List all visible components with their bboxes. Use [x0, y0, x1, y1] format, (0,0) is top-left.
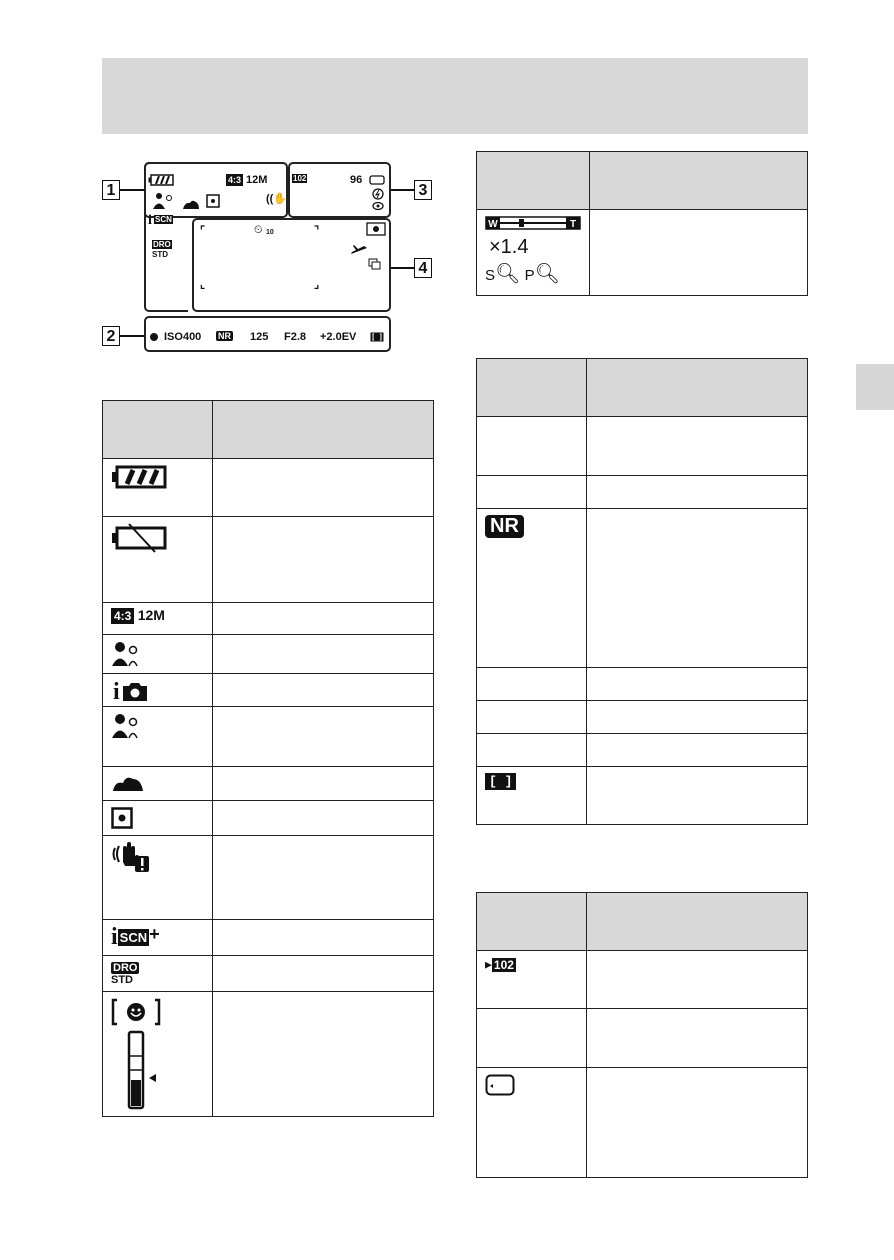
battery-empty-icon [111, 523, 167, 553]
dro-top-label: DRO [113, 962, 138, 974]
callout-4: 4 [414, 258, 432, 278]
battery-full-icon [111, 465, 167, 489]
zoom-t-label: T [569, 219, 577, 230]
aperture-value: F2.8 [284, 331, 307, 343]
callout-2: 2 [102, 326, 120, 346]
precision-zoom-label: P [524, 267, 535, 284]
table-area-2 [476, 358, 808, 825]
table-row [103, 956, 434, 992]
camera-shake-warning-icon: ((✋ [266, 193, 288, 205]
section-title-band [102, 58, 808, 134]
shutter-speed: 125 [250, 331, 269, 343]
self-timer-icon: ⏲ [254, 224, 263, 236]
table-row [103, 674, 434, 707]
superior-auto-icon: i [148, 213, 152, 228]
red-eye-icon [372, 201, 384, 211]
af-corner-tl: ⌜ [200, 225, 206, 237]
table-header [477, 893, 808, 951]
smile-detection-sensitivity-icon [111, 998, 161, 1110]
flight-icon [350, 244, 368, 256]
spot-metering-icon [206, 194, 220, 208]
af-corner-bl: ⌞ [200, 279, 206, 291]
lcd-area-4 [192, 218, 391, 312]
zoom-type-icons [485, 261, 581, 286]
table-row [477, 668, 808, 701]
table-row [477, 734, 808, 767]
burst-mode-icon [368, 258, 382, 270]
spot-metering-icon [111, 807, 133, 829]
table-row [103, 992, 434, 1117]
table-row [103, 459, 434, 517]
flash-mode-icon [372, 188, 384, 200]
chapter-side-tab [856, 364, 894, 410]
callout-3: 3 [414, 180, 432, 200]
af-frame-icon [370, 332, 384, 342]
noise-reduction-icon: NR [485, 515, 524, 538]
table-row [103, 603, 434, 635]
scene-recognition-icon [111, 713, 141, 739]
table-row [477, 1009, 808, 1068]
folder-arrow-icon: ▶ [485, 959, 492, 970]
callout-1-leader [120, 189, 144, 191]
aspect-ratio-icon: 4:3 [111, 608, 134, 624]
callout-3-leader [391, 189, 414, 191]
smart-zoom-icon: 🔍︎ [495, 263, 521, 285]
scene-label: SCN [119, 930, 148, 945]
table-area-3 [476, 892, 808, 1178]
table-row [103, 801, 434, 836]
af-corner-br: ⌟ [314, 279, 320, 291]
table-row [477, 509, 808, 668]
callout-2-leader [120, 335, 144, 337]
table-row [103, 517, 434, 603]
table-row [103, 767, 434, 801]
table-row [477, 767, 808, 825]
smile-shutter-icon [111, 641, 141, 667]
internal-memory-icon [485, 1074, 515, 1096]
table-row [477, 476, 808, 509]
table-header [103, 401, 434, 459]
table-row [103, 635, 434, 674]
battery-full-icon [148, 174, 174, 186]
image-size-label: 12M [137, 607, 165, 623]
plus-icon: + [149, 924, 160, 944]
smile-detection-icon [366, 222, 386, 236]
zoom-w-label: W [488, 219, 498, 230]
lcd-diagram [102, 160, 432, 360]
scene-label: SCN [155, 215, 172, 224]
superior-auto-icon: i [111, 924, 118, 950]
internal-memory-icon [369, 175, 385, 185]
image-size-label: 12M [246, 174, 268, 186]
table-header [477, 359, 808, 417]
af-corner-tr: ⌝ [314, 225, 320, 237]
self-timer-seconds: 10 [266, 229, 274, 236]
dro-bottom-label: STD [111, 974, 133, 986]
smile-shutter-icon [152, 192, 174, 210]
shots-remaining: 96 [350, 174, 363, 186]
iso-value: ISO400 [164, 331, 202, 343]
dro-top-label: DRO [153, 240, 171, 249]
svg-text:i: i [113, 679, 120, 702]
zoom-factor: ×1.4 [489, 236, 529, 258]
table-zoom [476, 151, 808, 296]
table-row [103, 920, 434, 956]
smart-zoom-label: S [485, 267, 496, 284]
focus-lock-icon [149, 332, 159, 342]
table-row [477, 1068, 808, 1178]
table-row [477, 417, 808, 476]
table-row [103, 707, 434, 767]
intelligent-auto-icon [111, 678, 151, 702]
table-row [477, 210, 808, 296]
zoom-scale-icon [485, 216, 581, 230]
callout-1: 1 [102, 180, 120, 200]
callout-4-leader [391, 267, 414, 269]
precision-zoom-icon: 🔍︎ [534, 263, 560, 285]
table-left [102, 400, 434, 1117]
table-header [477, 152, 808, 210]
landscape-icon [111, 773, 145, 793]
nr-label: NR [218, 331, 231, 341]
folder-label: 102 [293, 174, 307, 183]
table-row [103, 836, 434, 920]
camera-shake-warning-icon [111, 842, 155, 872]
exposure-value: +2.0EV [320, 331, 357, 343]
aspect-ratio-label: 4:3 [228, 175, 242, 185]
table-row [477, 701, 808, 734]
recording-folder-icon: 102 [493, 957, 514, 972]
table-row [477, 951, 808, 1009]
af-range-finder-icon: [ ] [485, 773, 516, 790]
landscape-icon [182, 198, 200, 210]
dro-bottom-label: STD [152, 250, 168, 259]
